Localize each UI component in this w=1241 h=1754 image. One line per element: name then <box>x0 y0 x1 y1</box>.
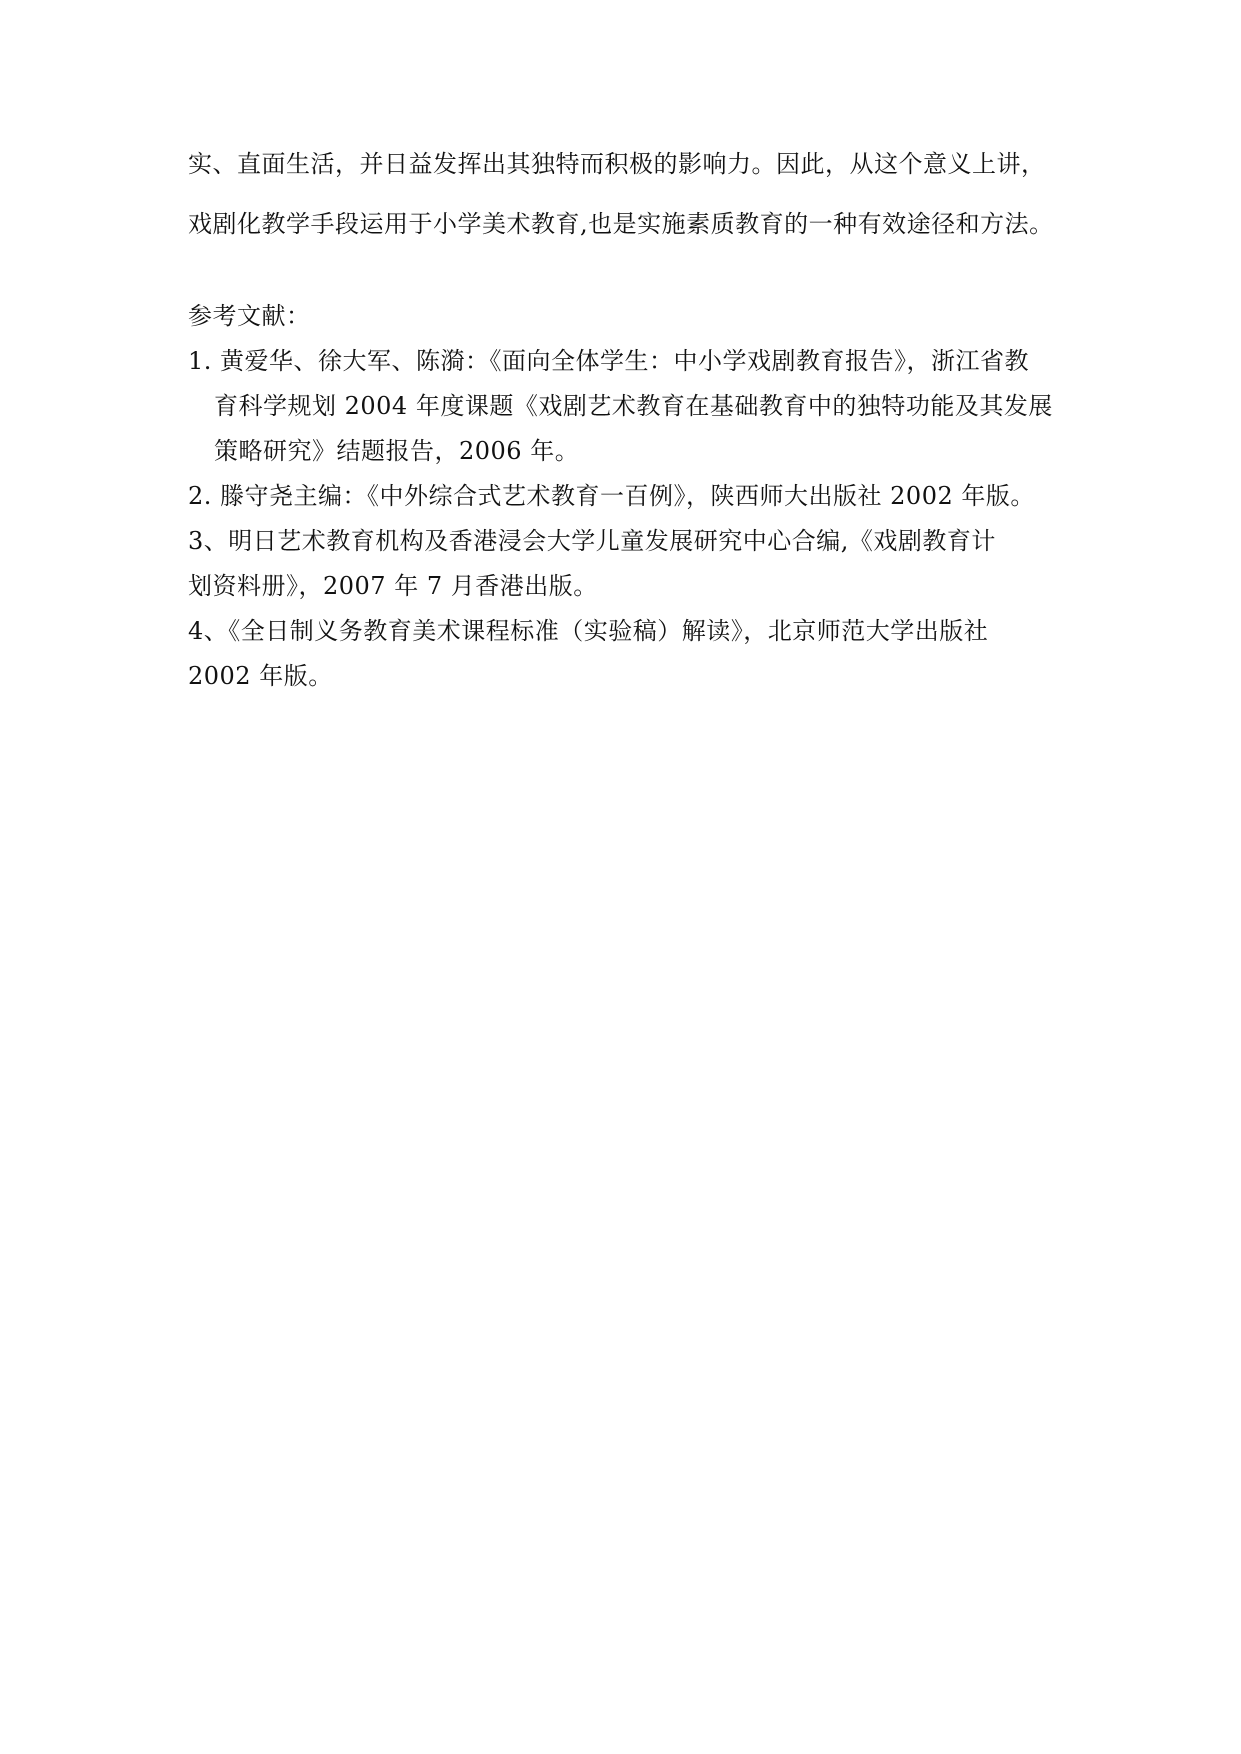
reference-1-line-2: 育科学规划 2004 年度课题《戏剧艺术教育在基础教育中的独特功能及其发展 <box>214 392 1053 420</box>
reference-4-line-2: 2002 年版。 <box>188 662 333 690</box>
body-paragraph-line-2: 戏剧化教学手段运用于小学美术教育,也是实施素质教育的一种有效途径和方法。 <box>188 210 1054 238</box>
reference-3-line-2: 划资料册》，2007 年 7 月香港出版。 <box>188 572 598 600</box>
reference-1-line-1: 1. 黄爱华、徐大军、陈漪：《面向全体学生：中小学戏剧教育报告》，浙江省教 <box>188 347 1030 375</box>
reference-4-line-1: 4、《全日制义务教育美术课程标准（实验稿）解读》，北京师范大学出版社 <box>188 617 989 645</box>
reference-1-line-3: 策略研究》结题报告，2006 年。 <box>214 437 580 465</box>
reference-3-line-1: 3、明日艺术教育机构及香港浸会大学儿童发展研究中心合编,《戏剧教育计 <box>188 527 996 555</box>
references-heading: 参考文献： <box>188 302 311 330</box>
body-paragraph-line-1: 实、直面生活，并日益发挥出其独特而积极的影响力。因此，从这个意义上讲， <box>188 150 1046 178</box>
reference-2-line-1: 2. 滕守尧主编：《中外综合式艺术教育一百例》，陕西师大出版社 2002 年版。 <box>188 482 1035 510</box>
